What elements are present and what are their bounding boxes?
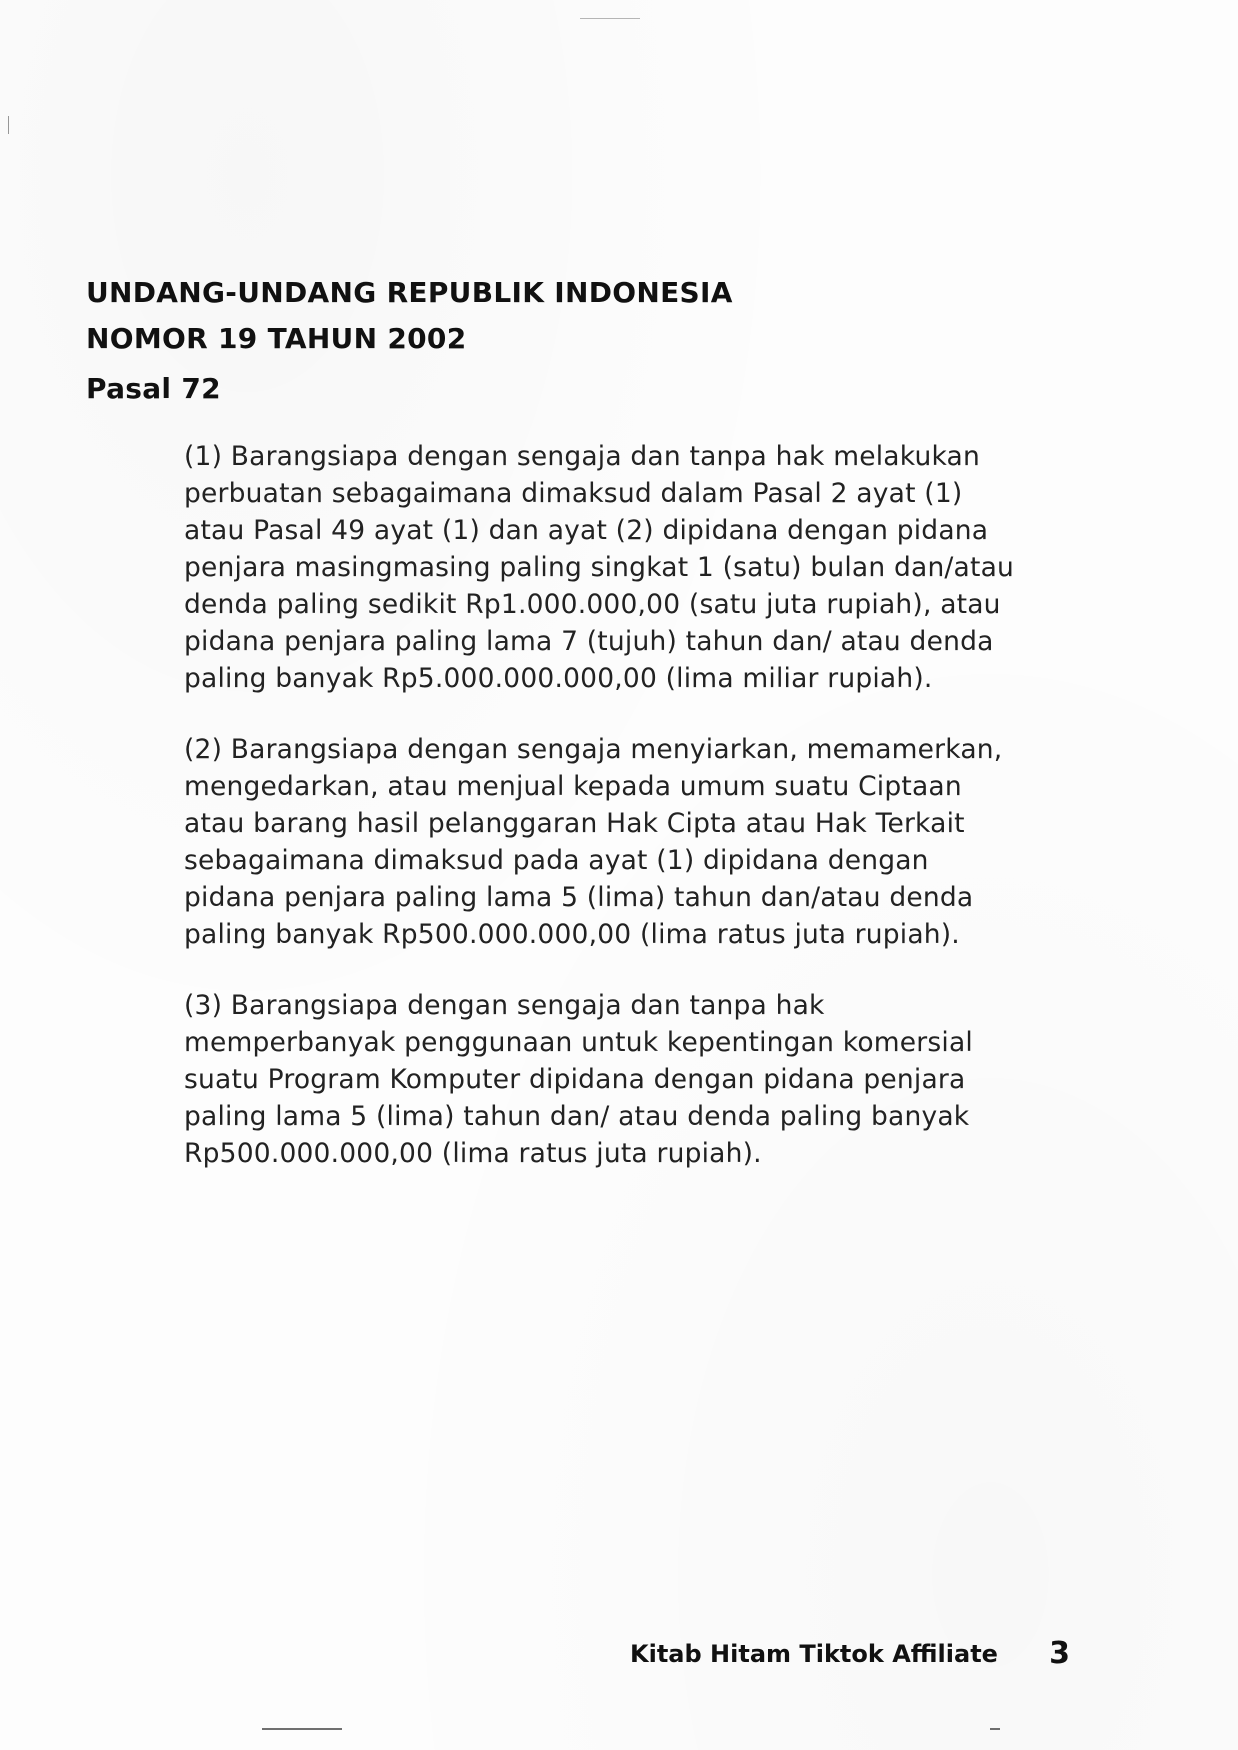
ayat-line: Rp500.000.000,00 (lima ratus juta rupiah). [184,1138,762,1169]
law-title: UNDANG-UNDANG REPUBLIK INDONESIA [86,276,733,309]
ayat-line: atau barang hasil pelanggaran Hak Cipta atau Hak Terkait [184,808,965,839]
page-footer [630,1636,1070,1680]
ayat-line: sebagaimana dimaksud pada ayat (1) dipidana dengan [184,845,929,876]
ayat-line: pidana penjara paling lama 7 (tujuh) tahun dan/ atau denda [184,626,994,657]
ayat-2 [184,731,1084,953]
scan-artifact [990,1728,1000,1730]
scan-artifact [262,1728,342,1730]
ayat-line: (2) Barangsiapa dengan sengaja menyiarkan, memamerkan, [184,734,1003,765]
ayat-line: atau Pasal 49 ayat (1) dan ayat (2) dipidana dengan pidana [184,515,989,546]
ayat-line: paling lama 5 (lima) tahun dan/ atau denda paling banyak [184,1101,970,1132]
ayat-line: denda paling sedikit Rp1.000.000,00 (satu juta rupiah), atau [184,589,1001,620]
law-number: NOMOR 19 TAHUN 2002 [86,322,467,355]
ayat-line: mengedarkan, atau menjual kepada umum suatu Ciptaan [184,771,962,802]
ayat-line: (3) Barangsiapa dengan sengaja dan tanpa hak [184,990,825,1021]
ayat-line: suatu Program Komputer dipidana dengan pidana penjara [184,1064,966,1095]
ayat-line: paling banyak Rp5.000.000.000,00 (lima miliar rupiah). [184,663,933,694]
scan-artifact [8,116,9,134]
ayat-1 [184,438,1084,697]
article-body [184,438,1084,1206]
ayat-line: (1) Barangsiapa dengan sengaja dan tanpa hak melakukan [184,441,980,472]
book-title: Kitab Hitam Tiktok Affiliate [630,1640,998,1668]
ayat-line: pidana penjara paling lama 5 (lima) tahun dan/atau denda [184,882,974,913]
ayat-line: paling banyak Rp500.000.000,00 (lima ratus juta rupiah). [184,919,960,950]
article-title: Pasal 72 [86,372,221,405]
ayat-line: penjara masingmasing paling singkat 1 (satu) bulan dan/atau [184,552,1015,583]
ayat-line: perbuatan sebagaimana dimaksud dalam Pasal 2 ayat (1) [184,478,963,509]
scan-artifact [580,18,640,19]
ayat-line: memperbanyak penggunaan untuk kepentingan komersial [184,1027,973,1058]
page-number: 3 [1049,1636,1070,1671]
ayat-3 [184,987,1084,1172]
